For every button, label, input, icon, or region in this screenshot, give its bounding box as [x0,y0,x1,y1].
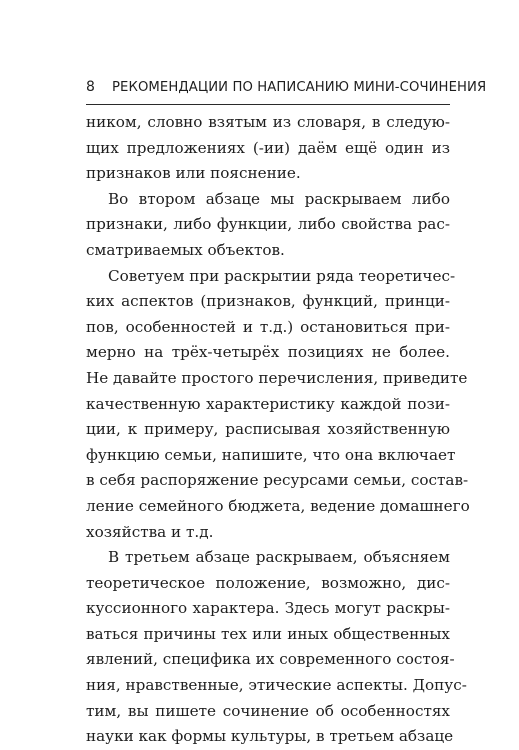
running-title: РЕКОМЕНДАЦИИ ПО НАПИСАНИЮ МИНИ-СОЧИНЕНИЯ [112,80,487,95]
text-line: ния, нравственные, этические аспекты. Допус- [86,676,467,695]
text-line: Не давайте простого перечисления, приведите [86,368,468,387]
paragraph-first-line: Во втором абзаце мы раскрываем либо [108,189,450,208]
body-text [86,110,470,750]
text-line: пов, особенностей и т.д.) остановиться при- [86,317,450,336]
text-line: тим, вы пишете сочинение об особенностях [86,701,450,720]
running-header [86,78,487,105]
paragraph-first-line: Советуем при раскрытии ряда теоретичес- [108,266,456,285]
text-line: в себя распоряжение ресурсами семьи, состав- [86,471,469,490]
paragraph-first-line: В третьем абзаце раскрываем, объясняем [108,548,450,567]
text-line: науки как формы культуры, в третьем абзаце [86,727,454,746]
text-line: функцию семьи, напишите, что она включает [86,445,456,464]
text-line: сматриваемых объектов. [86,240,285,259]
text-line: ции, к примеру, расписывая хозяйственную [86,420,450,439]
text-line: теоретическое положение, возможно, дис- [86,573,450,592]
text-line: признаки, либо функции, либо свойства рас- [86,215,450,234]
text-line: ких аспектов (признаков, функций, принци- [86,292,450,311]
text-line: качественную характеристику каждой пози- [86,394,450,413]
text-line: признаков или пояснение. [86,164,301,183]
text-line: щих предложениях (-ии) даём ещё один из [86,138,450,157]
text-line: ником, словно взятым из словаря, в следую- [86,113,450,131]
text-line: ление семейного бюджета, ведение домашнего [86,496,470,515]
page-number: 8 [86,79,96,95]
text-line: хозяйства и т.д. [86,522,214,541]
text-line: явлений, специфика их современного состоя- [86,650,455,669]
text-line: куссионного характера. Здесь могут раскры- [86,599,450,618]
text-line: ваться причины тех или иных общественных [86,624,450,643]
text-line: мерно на трёх-четырёх позициях не более. [86,343,450,362]
